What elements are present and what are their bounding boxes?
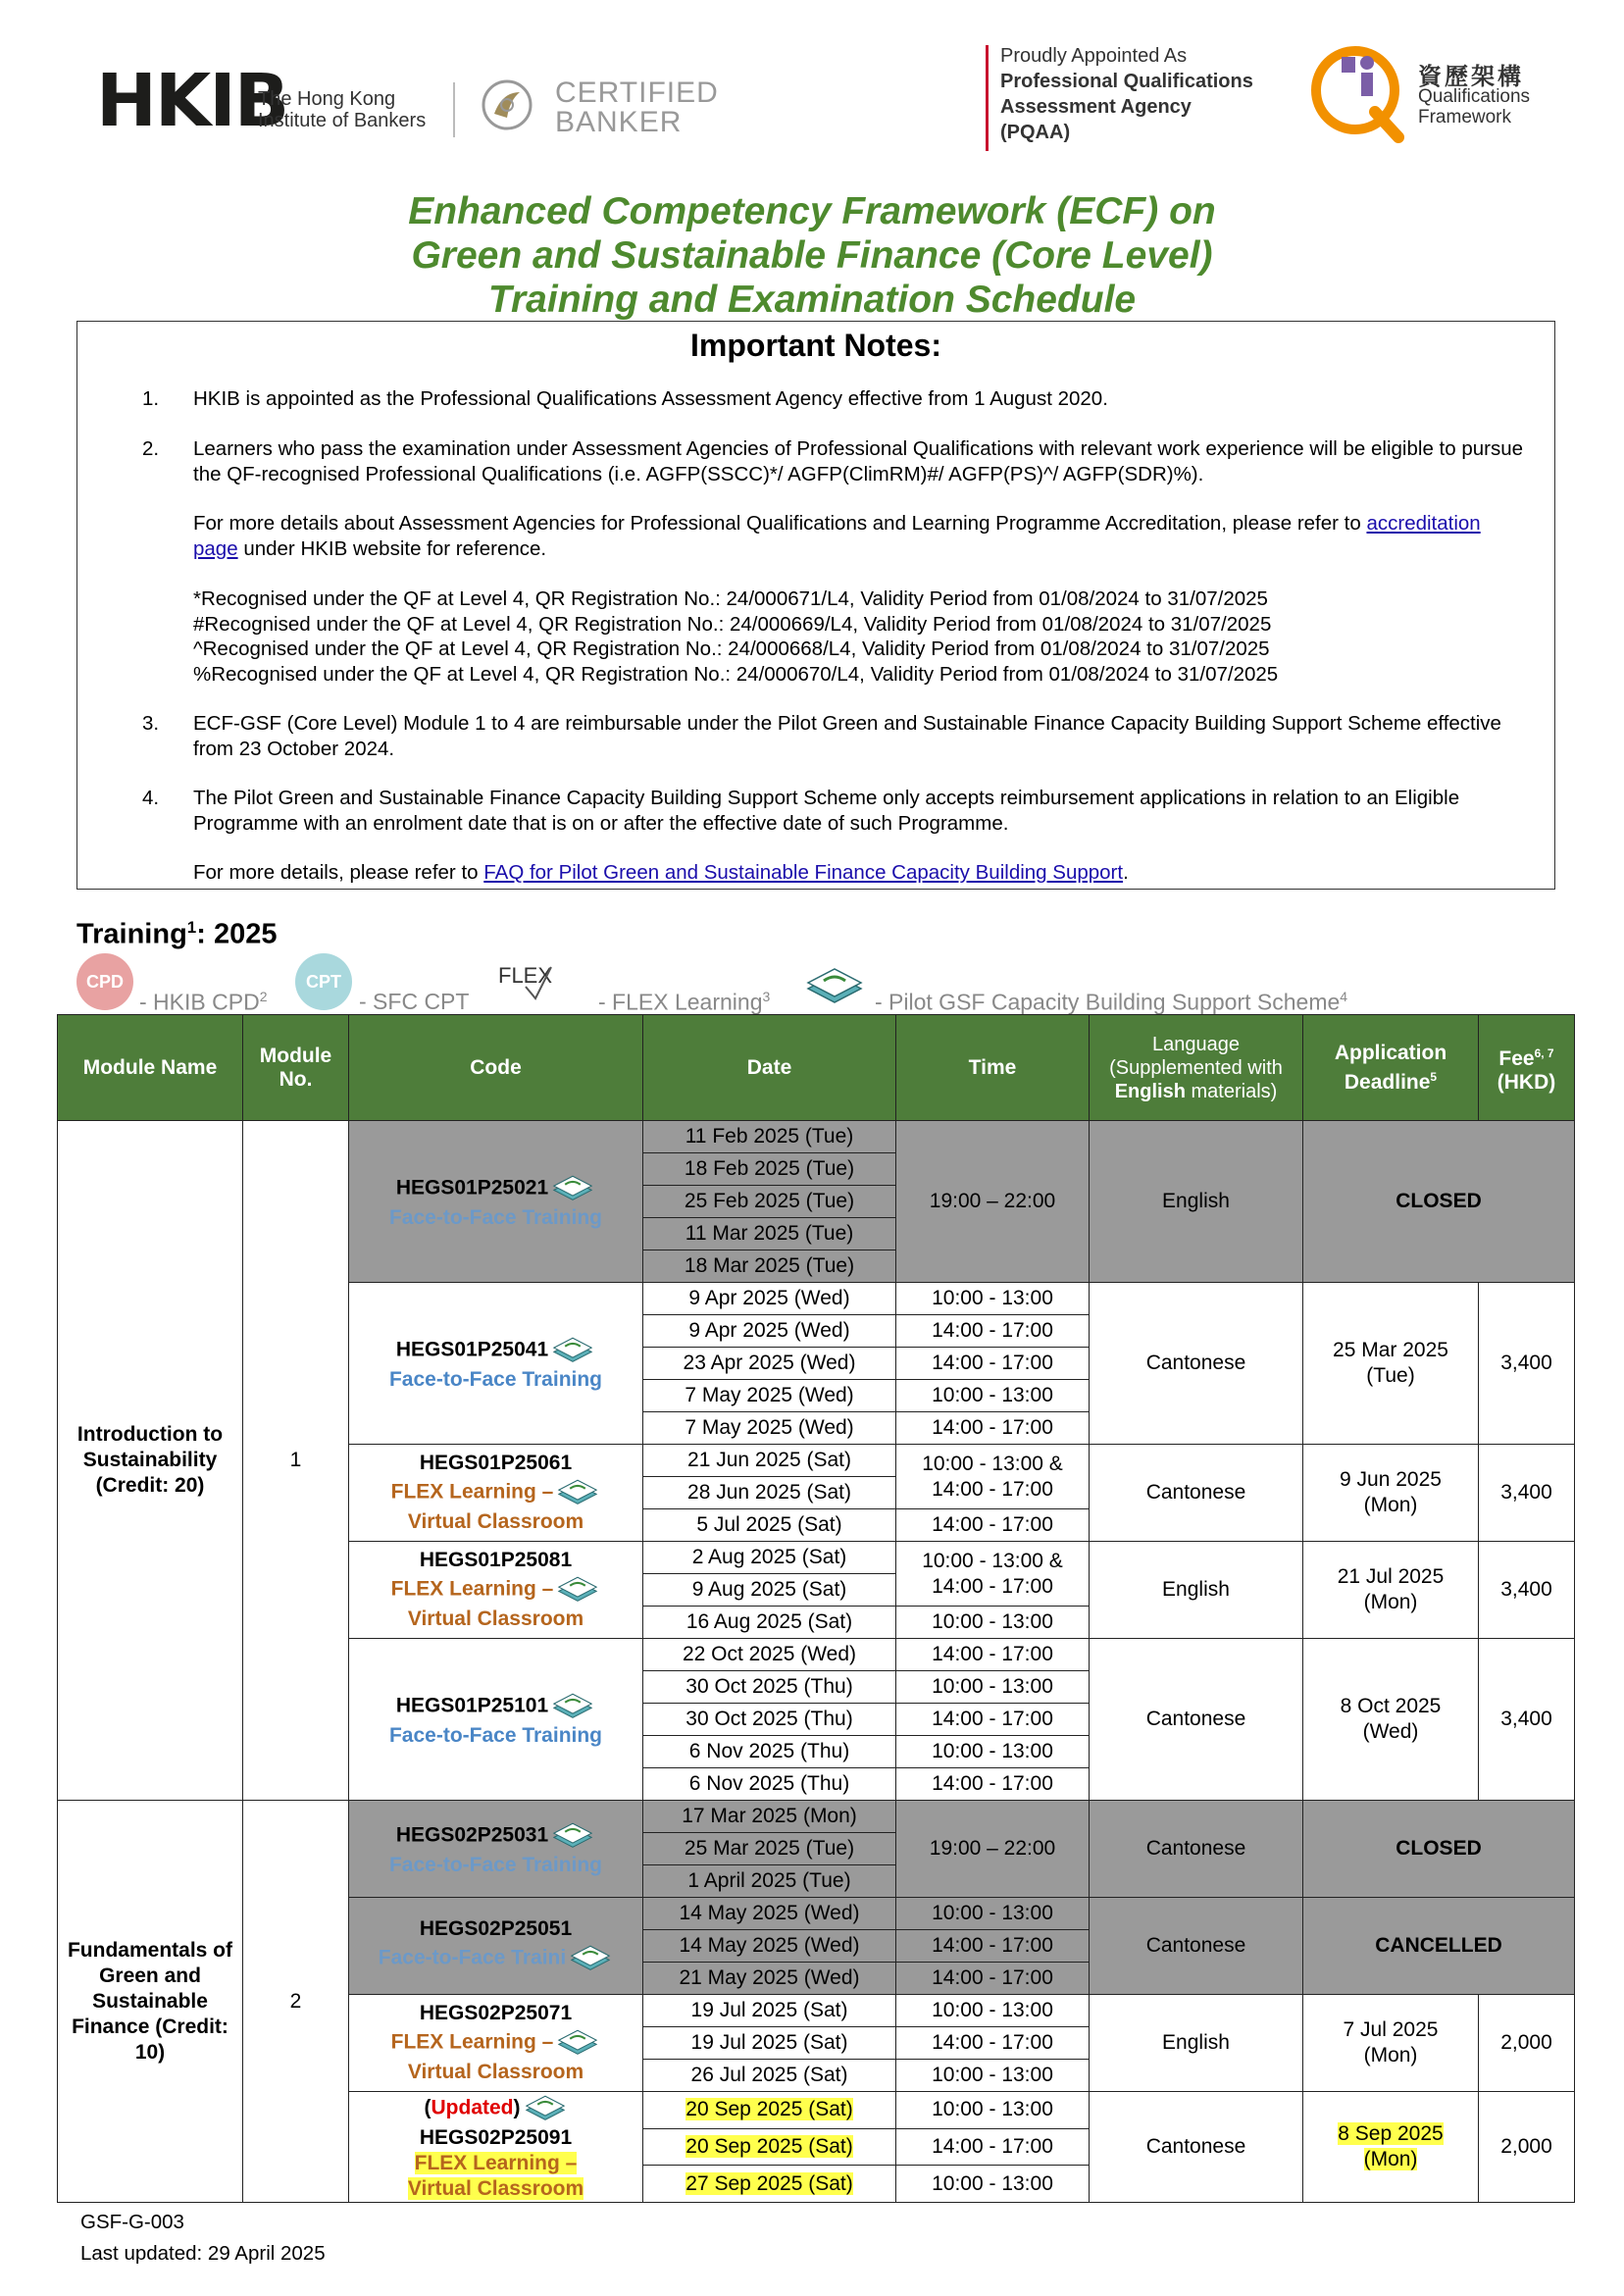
language-cell: Cantonese xyxy=(1090,1283,1303,1445)
date-cell: 9 Apr 2025 (Wed) xyxy=(643,1315,896,1348)
date-cell: 23 Apr 2025 (Wed) xyxy=(643,1348,896,1380)
date-cell: 11 Feb 2025 (Tue) xyxy=(643,1121,896,1153)
date-cell: 11 Mar 2025 (Tue) xyxy=(643,1218,896,1250)
time-cell: 14:00 - 17:00 xyxy=(896,1315,1090,1348)
language-cell: Cantonese xyxy=(1090,2092,1303,2203)
date-cell: 6 Nov 2025 (Thu) xyxy=(643,1736,896,1768)
time-cell: 10:00 - 13:00 xyxy=(896,2166,1090,2203)
updated-label: Updated xyxy=(431,2096,514,2119)
language-cell: Cantonese xyxy=(1090,1801,1303,1898)
gsf-scheme-book-icon xyxy=(550,1690,595,1723)
note-3: 3. ECF-GSF (Core Level) Module 1 to 4 are reimbursable under the Pilot Green and Sustainable Finance Capacity Building Support Scheme effective from 23 October 2024. xyxy=(142,712,1501,760)
gsf-faq-link[interactable]: FAQ for Pilot Green and Sustainable Finance Capacity Building Support xyxy=(483,861,1124,884)
legend-cpd: - HKIB CPD$^2$ xyxy=(139,989,268,1015)
flex-learning-icon xyxy=(496,959,553,1006)
header-module-no: Module No. xyxy=(243,1015,349,1121)
fee-cell: 2,000 xyxy=(1479,1995,1575,2092)
date-cell: 5 Jul 2025 (Sat) xyxy=(643,1509,896,1542)
date-cell: 9 Aug 2025 (Sat) xyxy=(643,1574,896,1607)
time-cell: 14:00 - 17:00 xyxy=(896,1639,1090,1671)
time-cell: 14:00 - 17:00 xyxy=(896,1412,1090,1445)
class-code-cell: HEGS02P25051 Face-to-Face Traini xyxy=(349,1898,643,1995)
date-cell: 26 Jul 2025 (Sat) xyxy=(643,2060,896,2092)
fee-cell: 3,400 xyxy=(1479,1542,1575,1639)
language-cell: Cantonese xyxy=(1090,1639,1303,1801)
date-cell: 27 Sep 2025 (Sat) xyxy=(643,2166,896,2203)
date-cell: 25 Feb 2025 (Tue) xyxy=(643,1186,896,1218)
pqaa-label: Proudly Appointed As Professional Qualifications Assessment Agency (PQAA) xyxy=(1000,45,1253,143)
qf-recognition-list: *Recognised under the QF at Level 4, QR Registration No.: 24/000671/L4, Validity Period from 01/08/2024 to 31/07/2025 #Recognised under the QF at Level 4, QR Registration No.: 24/000669/L4, Validity Period from 01/08/2024 to 31/07/2025 ^Recognised under the QF at Level 4, QR Registration No.: 24/000668/L4, Validity Period from 01/08/2024 to 31/07/2025 %Recognised under the QF at Level 4, QR Registration No.: 24/000670/L4, Validity Period from 01/08/2024 to 31/07/2025 xyxy=(193,587,1279,686)
date-cell: 21 Jun 2025 (Sat) xyxy=(643,1445,896,1477)
date-cell: 18 Mar 2025 (Tue) xyxy=(643,1250,896,1283)
status-badge: CLOSED xyxy=(1303,1801,1575,1898)
date-cell: 6 Nov 2025 (Thu) xyxy=(643,1768,896,1801)
gsf-scheme-book-icon xyxy=(550,1819,595,1853)
class-code-cell: HEGS01P25041 Face-to-Face Training xyxy=(349,1283,643,1445)
svg-text:FLEX: FLEX xyxy=(498,963,553,988)
fee-cell: 2,000 xyxy=(1479,2092,1575,2203)
fee-cell: 3,400 xyxy=(1479,1639,1575,1801)
date-cell: 7 May 2025 (Wed) xyxy=(643,1380,896,1412)
date-cell: 2 Aug 2025 (Sat) xyxy=(643,1542,896,1574)
date-cell: 28 Jun 2025 (Sat) xyxy=(643,1477,896,1509)
legend-cpt: - SFC CPT xyxy=(359,989,470,1014)
time-cell: 10:00 - 13:00 xyxy=(896,1995,1090,2027)
deadline-cell: 9 Jun 2025 (Mon) xyxy=(1303,1445,1479,1542)
gsf-scheme-book-icon xyxy=(804,963,865,1010)
note-2-details: For more details about Assessment Agencies for Professional Qualifications and Learning Programme Accreditation, please refer to accreditation page under HKIB website for reference. xyxy=(193,512,1481,560)
table-row xyxy=(58,1121,1575,1153)
note-4-details: For more details, please refer to FAQ for Pilot Green and Sustainable Finance Capacity Building Support. xyxy=(193,861,1129,884)
training-schedule-table xyxy=(57,1014,1575,2203)
deadline-cell: 8 Sep 2025 (Mon) xyxy=(1303,2092,1479,2203)
status-badge: CANCELLED xyxy=(1303,1898,1575,1995)
date-cell: 19 Jul 2025 (Sat) xyxy=(643,1995,896,2027)
module-2-no: 2 xyxy=(243,1801,349,2203)
time-cell: 10:00 - 13:00 xyxy=(896,1283,1090,1315)
date-cell: 14 May 2025 (Wed) xyxy=(643,1898,896,1930)
time-cell: 14:00 - 17:00 xyxy=(896,1930,1090,1963)
date-cell: 21 May 2025 (Wed) xyxy=(643,1963,896,1995)
qf-chinese-name: 資歷架構 xyxy=(1418,64,1524,90)
table-row xyxy=(58,1801,1575,1833)
header-time: Time xyxy=(896,1015,1090,1121)
date-cell: 25 Mar 2025 (Tue) xyxy=(643,1833,896,1865)
note-2: 2. Learners who pass the examination under Assessment Agencies of Professional Qualifications with relevant work experience will be eligible to pursue the QF-recognised Professional Qualifications (i.e. AGFP(SSCC)*/ AGFP(ClimRM)#/ AGFP(PS)^/ AGFP(SDR)%). xyxy=(142,437,1524,485)
class-code-cell: HEGS01P25101 Face-to-Face Training xyxy=(349,1639,643,1801)
legend-flex: - FLEX Learning$^3$ xyxy=(598,989,771,1015)
time-cell: 10:00 - 13:00 xyxy=(896,1671,1090,1704)
important-notes-box xyxy=(76,321,1555,890)
table-header-row xyxy=(58,1015,1575,1121)
time-cell: 14:00 - 17:00 xyxy=(896,1963,1090,1995)
time-cell: 19:00 – 22:00 xyxy=(896,1121,1090,1283)
notes-heading: Important Notes: xyxy=(690,328,941,363)
time-cell: 10:00 - 13:00 xyxy=(896,2092,1090,2129)
cpt-badge-icon: CPT xyxy=(295,953,352,1010)
qf-english-name: Qualifications Framework xyxy=(1418,86,1531,128)
language-cell: Cantonese xyxy=(1090,1898,1303,1995)
note-4: 4. The Pilot Green and Sustainable Finance Capacity Building Support Scheme only accepts reimbursement applications in relation to an Eligible Programme with an enrolment date that is on or after the effective date of such Programme. xyxy=(142,787,1460,835)
certified-banker-icon xyxy=(481,78,533,131)
deadline-cell: 7 Jul 2025 (Mon) xyxy=(1303,1995,1479,2092)
legend-gsf: - Pilot GSF Capacity Building Support Scheme$^4$ xyxy=(875,989,1348,1015)
gsf-scheme-book-icon xyxy=(523,2092,568,2125)
training-heading: Training$^1$: 2025 xyxy=(76,918,278,950)
date-cell: 18 Feb 2025 (Tue) xyxy=(643,1153,896,1186)
fee-cell: 3,400 xyxy=(1479,1283,1575,1445)
time-cell: 10:00 - 13:00 & 14:00 - 17:00 xyxy=(896,1445,1090,1509)
date-cell: 30 Oct 2025 (Thu) xyxy=(643,1704,896,1736)
time-cell: 19:00 – 22:00 xyxy=(896,1801,1090,1898)
gsf-scheme-book-icon xyxy=(555,1476,600,1509)
fee-cell: 3,400 xyxy=(1479,1445,1575,1542)
date-cell: 22 Oct 2025 (Wed) xyxy=(643,1639,896,1671)
time-cell: 10:00 - 13:00 xyxy=(896,1898,1090,1930)
module-1-no: 1 xyxy=(243,1121,349,1801)
pqaa-divider xyxy=(986,45,989,151)
document-code: GSF-G-003 xyxy=(80,2211,184,2233)
status-badge: CLOSED xyxy=(1303,1121,1575,1283)
date-cell: 16 Aug 2025 (Sat) xyxy=(643,1607,896,1639)
language-cell: English xyxy=(1090,1542,1303,1639)
time-cell: 14:00 - 17:00 xyxy=(896,1704,1090,1736)
class-code-cell: HEGS01P25081 FLEX Learning – Virtual Classroom xyxy=(349,1542,643,1639)
time-cell: 10:00 - 13:00 xyxy=(896,2060,1090,2092)
header-language: Language (Supplemented with English materials) xyxy=(1090,1015,1303,1121)
date-cell: 19 Jul 2025 (Sat) xyxy=(643,2027,896,2060)
date-cell: 20 Sep 2025 (Sat) xyxy=(643,2092,896,2129)
date-cell: 17 Mar 2025 (Mon) xyxy=(643,1801,896,1833)
date-cell: 14 May 2025 (Wed) xyxy=(643,1930,896,1963)
module-2-name: Fundamentals of Green and Sustainable Finance (Credit: 10) xyxy=(58,1801,243,2203)
document-title: Enhanced Competency Framework (ECF) on Green and Sustainable Finance (Core Level) Training and Examination Schedule xyxy=(408,190,1216,321)
date-cell: 30 Oct 2025 (Thu) xyxy=(643,1671,896,1704)
date-cell: 7 May 2025 (Wed) xyxy=(643,1412,896,1445)
time-cell: 10:00 - 13:00 xyxy=(896,1380,1090,1412)
time-cell: 14:00 - 17:00 xyxy=(896,2027,1090,2060)
time-cell: 14:00 - 17:00 xyxy=(896,1509,1090,1542)
class-code-cell: HEGS02P25071 FLEX Learning – Virtual Classroom xyxy=(349,1995,643,2092)
date-cell: 9 Apr 2025 (Wed) xyxy=(643,1283,896,1315)
gsf-scheme-book-icon xyxy=(568,1942,613,1975)
header-fee: Fee$^{6, 7}$ (HKD) xyxy=(1479,1015,1575,1121)
class-code-cell: HEGS01P25021 Face-to-Face Training xyxy=(349,1121,643,1283)
date-cell: 20 Sep 2025 (Sat) xyxy=(643,2128,896,2166)
hkib-logo: HKIB xyxy=(96,59,288,143)
hkib-logo-subtitle: The Hong Kong Institute of Bankers xyxy=(258,88,427,131)
deadline-cell: 25 Mar 2025 (Tue) xyxy=(1303,1283,1479,1445)
deadline-cell: 8 Oct 2025 (Wed) xyxy=(1303,1639,1479,1801)
header-module-name: Module Name xyxy=(58,1015,243,1121)
gsf-scheme-book-icon xyxy=(555,1573,600,1607)
logo-divider xyxy=(453,82,455,137)
deadline-cell: 21 Jul 2025 (Mon) xyxy=(1303,1542,1479,1639)
time-cell: 10:00 - 13:00 xyxy=(896,1607,1090,1639)
class-code-cell: HEGS02P25031 Face-to-Face Training xyxy=(349,1801,643,1898)
last-updated: Last updated: 29 April 2025 xyxy=(80,2242,326,2265)
class-code-cell: (Updated) HEGS02P25091 FLEX Learning – Virtual Classroom xyxy=(349,2092,643,2203)
date-cell: 1 April 2025 (Tue) xyxy=(643,1865,896,1898)
header-code: Code xyxy=(349,1015,643,1121)
language-cell: English xyxy=(1090,1121,1303,1283)
header-date: Date xyxy=(643,1015,896,1121)
header-deadline: Application Deadline$^5$ xyxy=(1303,1015,1479,1121)
certified-banker-text: CERTIFIED BANKER xyxy=(555,77,719,138)
gsf-scheme-book-icon xyxy=(550,1334,595,1367)
time-cell: 10:00 - 13:00 xyxy=(896,1736,1090,1768)
gsf-scheme-book-icon xyxy=(555,2026,600,2060)
time-cell: 14:00 - 17:00 xyxy=(896,1348,1090,1380)
qualifications-framework-icon xyxy=(1296,35,1414,151)
class-code-cell: HEGS01P25061 FLEX Learning – Virtual Classroom xyxy=(349,1445,643,1542)
accreditation-page-link[interactable]: accreditation page xyxy=(193,512,1481,560)
time-cell: 10:00 - 13:00 & 14:00 - 17:00 xyxy=(896,1542,1090,1607)
time-cell: 14:00 - 17:00 xyxy=(896,1768,1090,1801)
note-1: 1. HKIB is appointed as the Professional Qualifications Assessment Agency effective from 1 August 2020. xyxy=(142,387,1108,410)
time-cell: 14:00 - 17:00 xyxy=(896,2128,1090,2166)
module-1-name: Introduction to Sustainability (Credit: 20) xyxy=(58,1121,243,1801)
cpd-badge-icon: CPD xyxy=(76,953,133,1010)
language-cell: Cantonese xyxy=(1090,1445,1303,1542)
gsf-scheme-book-icon xyxy=(550,1172,595,1205)
language-cell: English xyxy=(1090,1995,1303,2092)
